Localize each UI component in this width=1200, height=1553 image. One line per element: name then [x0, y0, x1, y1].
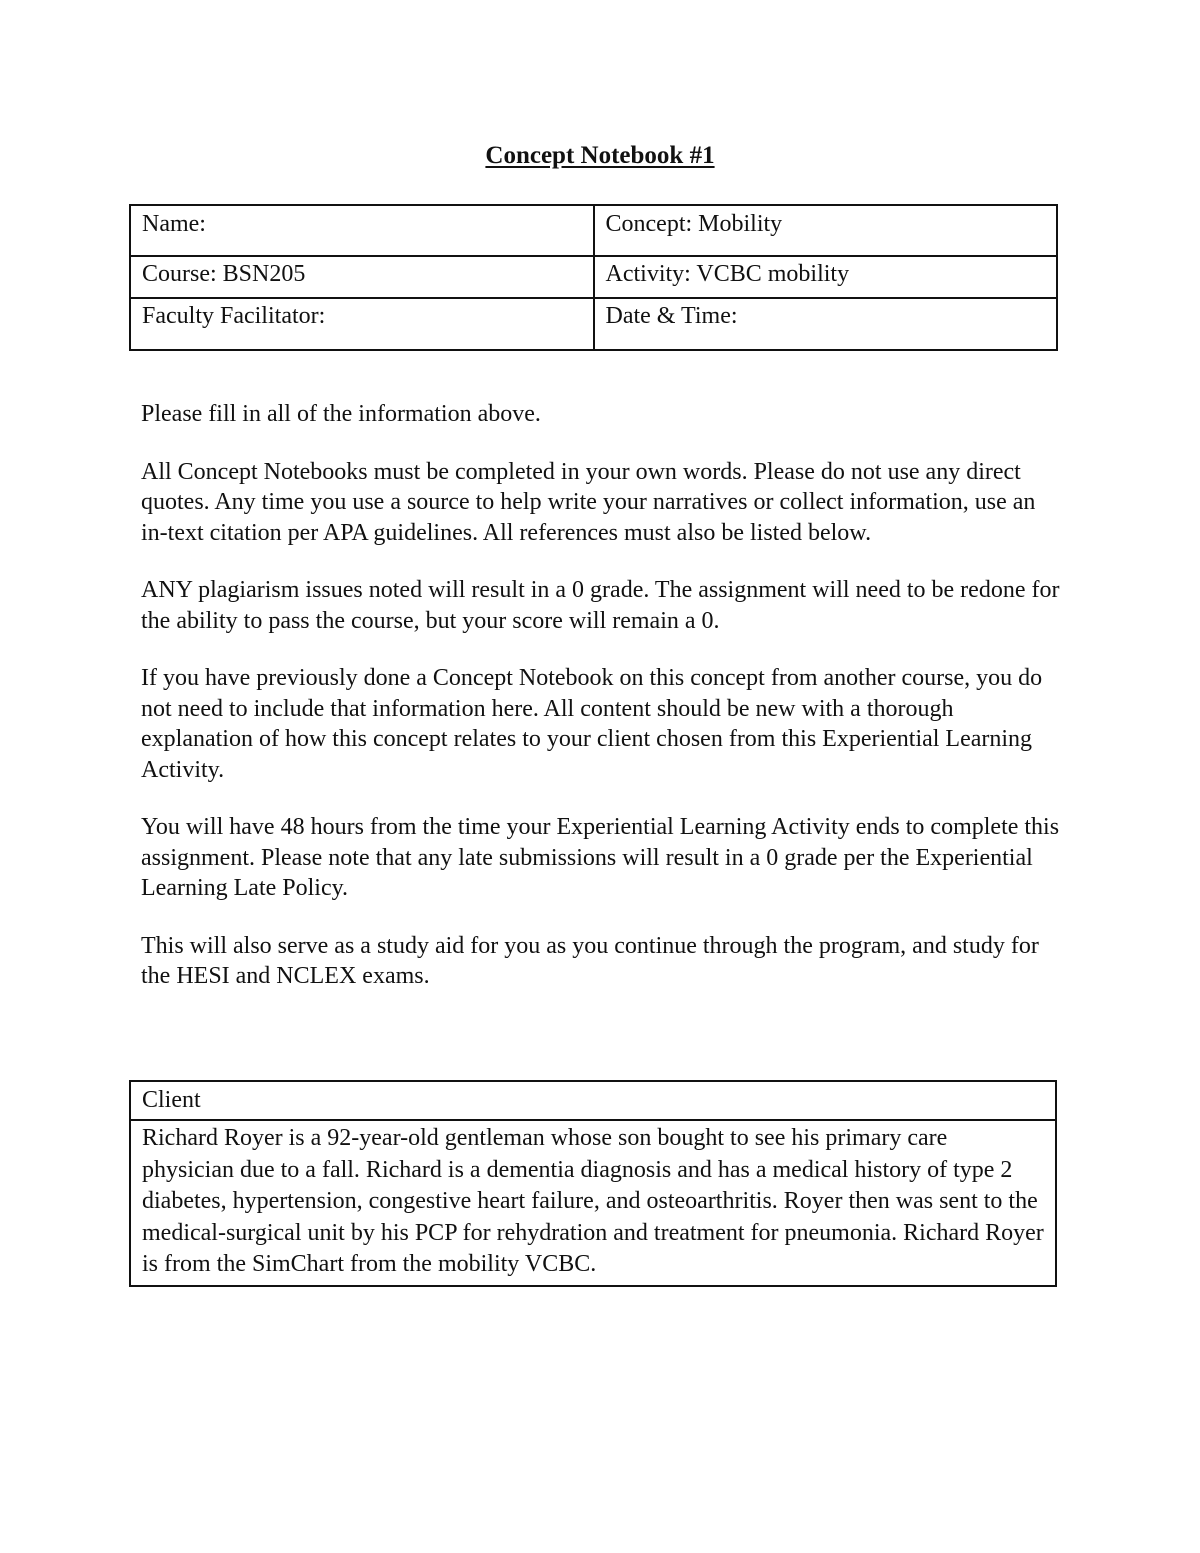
instruction-paragraph: If you have previously done a Concept Notebook on this concept from another course, you do not need to include that information here. All content should be new with a thorough explanation of how this concept relates to your client chosen from this Experiential Learning Activity. — [141, 665, 1043, 783]
client-description: Richard Royer is a 92-year-old gentleman whose son bought to see his primary care physician due to a fall. Richard is a dementia diagnosis and has a medical history of type 2 diabetes, hypertension, congestive heart failure, and osteoarthritis. Royer then was sent to the medical-surgical unit by his PCP for rehydration and treatment for pneumonia. Richard Royer is from the SimChart from the mobility VCBC. — [130, 1120, 1056, 1286]
instructions-section — [141, 399, 1066, 1019]
concept-cell: Concept: Mobility — [594, 205, 1058, 256]
course-cell: Course: BSN205 — [130, 256, 594, 298]
info-row — [130, 298, 1057, 350]
datetime-cell: Date & Time: — [594, 298, 1058, 350]
activity-cell: Activity: VCBC mobility — [594, 256, 1058, 298]
client-header: Client — [130, 1081, 1056, 1120]
info-row — [130, 205, 1057, 256]
instruction-paragraph: Please fill in all of the information above. — [141, 401, 541, 427]
instruction-paragraph: You will have 48 hours from the time your Experiential Learning Activity ends to complete this assignment. Please note that any late submissions will result in a 0 grade per the Experiential Learning Late Policy. — [141, 814, 1060, 901]
instruction-paragraph: ANY plagiarism issues noted will result in a 0 grade. The assignment will need to be redone for the ability to pass the course, but your score will remain a 0. — [141, 577, 1060, 634]
name-cell: Name: — [130, 205, 594, 256]
client-header-row — [130, 1081, 1056, 1120]
client-body-row — [130, 1120, 1056, 1286]
document-title-text: Concept Notebook #1 — [485, 142, 715, 169]
info-table — [129, 204, 1058, 351]
faculty-cell: Faculty Facilitator: — [130, 298, 594, 350]
instruction-paragraph: All Concept Notebooks must be completed in your own words. Please do not use any direct quotes. Any time you use a source to help write your narratives or collect information, use an in-text citation per APA guidelines. All references must also be listed below. — [141, 458, 1036, 546]
document-title — [0, 142, 1200, 170]
info-row — [130, 256, 1057, 298]
instruction-paragraph: This will also serve as a study aid for you as you continue through the program, and study for the HESI and NCLEX exams. — [141, 932, 1039, 989]
client-table — [129, 1080, 1057, 1287]
